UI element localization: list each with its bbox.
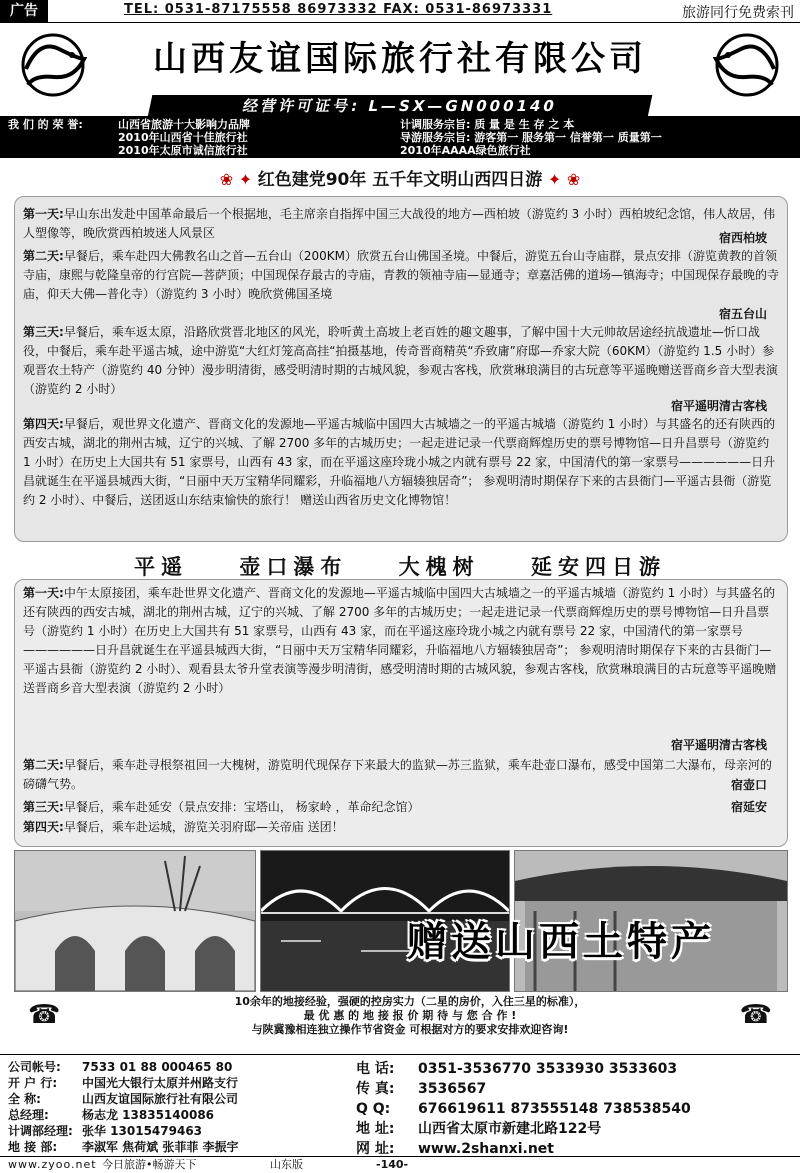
honor-item: 山西省旅游十大影响力品牌: [118, 118, 250, 131]
slogan-line: 与陕冀豫相连独立操作节省资金 可根据对方的要求安排欢迎咨询!: [251, 1023, 569, 1036]
tour2-day1-stay: 宿平遥明清古客栈: [670, 738, 767, 752]
contact-row: [356, 1059, 796, 1079]
tel-fax-line: TEL: 0531-87175558 86973332 FAX: 0531-86973331: [124, 2, 553, 17]
honor-item: 2010年太原市诚信旅行社: [118, 144, 248, 157]
tour2-title-part: 延安四日游: [530, 555, 666, 579]
contact-row: [8, 1123, 344, 1139]
footer: [0, 1156, 800, 1173]
honors-heading: [8, 118, 83, 131]
day-label: 第一天:: [23, 207, 64, 221]
website-link[interactable]: www.2shanxi.net: [418, 1141, 554, 1157]
contact-value: 李淑军 焦荷斌 张菲菲 李振宇: [82, 1140, 239, 1154]
contact-value: 张华 13015479463: [82, 1124, 203, 1138]
day-label: 第二天:: [23, 758, 64, 772]
tour2-day4: [23, 818, 779, 837]
contact-row: [8, 1075, 344, 1091]
day-label: 第三天:: [23, 325, 64, 339]
contact-key: 计调部经理:: [8, 1124, 73, 1138]
tour2-itinerary: [14, 579, 788, 847]
tour2-day2: [23, 756, 779, 794]
tour2-title-part: 大槐树: [398, 555, 480, 579]
day-text: 早餐后，乘车赴寻根祭祖回一大槐树，游览明代现保存下来最大的监狱—苏三监狱，乘车赴壶口瀑布，感受中国第二大瀑布，母亲河的磅礴气势。: [23, 758, 772, 791]
gift-banner: 赠送山西土特产: [407, 919, 715, 965]
header: [0, 23, 800, 116]
tour2-day2-stay: 宿壶口: [730, 778, 767, 792]
contact-value: 7533 01 88 000465 80: [82, 1060, 233, 1074]
day-label: 第一天:: [23, 586, 64, 600]
contact-value: 中国光大银行太原并州路支行: [82, 1076, 239, 1090]
tour1-day2-stay: 宿五台山: [718, 307, 767, 321]
tour1-title: [0, 165, 800, 190]
license-number: 经营许可证号: L—SX—GN000140: [148, 95, 653, 117]
honor-item: 2010年山西省十佳旅行社: [118, 131, 248, 144]
tour2-title: [0, 551, 800, 581]
tenet-item: 2010年AAAA绿色旅行社: [400, 144, 531, 157]
contact-section: [0, 1054, 800, 1157]
telephone-icon: ☎: [28, 1000, 61, 1030]
slogan-line: 10余年的地接经验，强硬的控房实力（二星的房价，入住三星的标准），: [234, 995, 586, 1008]
tour1-day2: [23, 247, 779, 304]
tenet-item: 计调服务宗旨: 质 量 是 生 存 之 本: [400, 118, 575, 131]
contact-key: 公司帐号:: [8, 1060, 61, 1074]
contact-key: 电 话:: [356, 1061, 395, 1077]
contact-row: [8, 1107, 344, 1123]
day-text: 早山东出发赴中国革命最后一个根据地，毛主席亲自指挥中国三大战役的地方—西柏坡（游览约 3 小时）西柏坡纪念馆，伟人故居，伟人塑像等，晚欣赏西柏坡迷人风景区: [23, 207, 776, 240]
office-info: [356, 1059, 796, 1159]
tour2-title-part: 壶口瀑布: [239, 555, 348, 579]
day-label: 第二天:: [23, 249, 64, 263]
flower-icon: ✦ ❀: [542, 170, 581, 189]
phone-numbers: 0351-3536770 3533930 3533603: [418, 1061, 678, 1077]
service-tenets: [400, 118, 662, 157]
contact-row: [8, 1091, 344, 1107]
day-text: 早餐后，观世界文化遗产、晋商文化的发源地—平遥古城临中国四大古城墙之一的平遥古城墙（游览约 1 小时）与其盛名的还有陕西的西安古城，湖北的荆州古城，辽宁的兴城、了解 2700 多年的古城历史；一起走进记录一代票商辉煌历史的票号博物馆—日升昌票号（游览约 1 小时）在历史上大国共有 51 家票号，山西有 43 家，而在平遥这座玲珑小城之内就有票号 22 家，中国清代的第一家票号——————日升昌就诞生在平遥县城西大街，“日丽中天万宝精华同耀彩，升临福地八方辐辏独居奇”； 参观明清时期保存下来的古县衙门—平遥古县衙（游览约 2 小时）、中餐后，送团返山东结束愉快的旅行！ 赠送山西省历史文化博物馆！: [23, 417, 776, 507]
tour1-day3-stay: 宿平遥明清古客栈: [670, 399, 767, 413]
contact-key: 地 接 部:: [8, 1140, 58, 1154]
address: 山西省太原市新建北路122号: [418, 1121, 602, 1137]
day-text: 早餐后，乘车赴延安（景点安排：宝塔山， 杨家岭 ，革命纪念馆）: [63, 800, 420, 814]
tour1-day4: [23, 415, 779, 510]
slogan: [60, 995, 760, 1037]
bank-info: [8, 1059, 344, 1155]
tour2-title-part: 平遥: [134, 555, 189, 579]
page-number: -140-: [376, 1158, 409, 1171]
footer-site-link[interactable]: www.zyoo.net: [8, 1158, 97, 1171]
contact-key: 总经理:: [8, 1108, 49, 1122]
day-text: 中午太原接团，乘车赴世界文化遗产、晋商文化的发源地—平遥古城临中国四大古城墙之一的平遥古城墙（游览约 1 小时）与其盛名的还有陕西的西安古城，湖北的荆州古城，辽宁的兴城、了解 2700 多年的古城历史；一起走进记录一代票商辉煌历史的票号博物馆—日升昌票号（游览约 1 小时）在历史上大国共有 51 家票号，山西有 43 家，而在平遥这座玲珑小城之内就有票号 22 家，中国清代的第一家票号——————日升昌就诞生在平遥县城西大街，“日丽中天万宝精华同耀彩，升临福地八方辐辏独居奇”； 参观明清时期保存下来的古县衙门—平遥古县衙（游览约 2 小时）、观看县太爷升堂表演等漫步明清街，感受明清时期的古城风貌，参观古客栈，欣赏琳琅满目的古玩意等平遥晚赠送晋商乡音大型表演（游览约 2 小时）: [23, 586, 777, 695]
cave-house-photo: [14, 850, 256, 992]
qq-numbers: 676619611 873555148 738538540: [418, 1101, 691, 1117]
flower-icon: ❀ ✦: [219, 170, 258, 189]
contact-row: [356, 1119, 796, 1139]
contact-key: 开 户 行:: [8, 1076, 58, 1090]
tour1-day3: [23, 323, 779, 399]
tenet-item: 导游服务宗旨: 游客第一 服务第一 信誉第一 质量第一: [400, 131, 662, 144]
tour1-title-text: 红色建党90年 五千年文明山西四日游: [257, 170, 543, 190]
tour1-day1: [23, 205, 779, 243]
honors-label: 我 们 的 荣 誉:: [8, 118, 83, 131]
contact-value: 山西友谊国际旅行社有限公司: [82, 1092, 239, 1106]
free-catalog-tag: 旅游同行免费索刊: [682, 5, 794, 21]
tour2-day3-stay: 宿延安: [730, 800, 767, 814]
honors-list: [118, 118, 250, 157]
company-name: 山西友谊国际旅行社有限公司: [153, 39, 647, 79]
footer-slogan: 今日旅游•畅游天下: [102, 1158, 197, 1171]
honors-band: [0, 116, 800, 158]
slogan-line: 最 优 惠 的 地 接 报 价 期 待 与 您 合 作 !: [303, 1009, 517, 1022]
tour2-day3: [23, 798, 779, 817]
contact-row: [356, 1079, 796, 1099]
tour2-day1: [23, 584, 779, 698]
day-label: 第三天:: [23, 800, 64, 814]
contact-key: 传 真:: [356, 1081, 395, 1097]
ad-tag: 广告: [0, 0, 48, 22]
contact-row: [8, 1139, 344, 1155]
telephone-icon: ☎: [739, 1000, 772, 1030]
day-text: 早餐后，乘车返太原，沿路欣赏晋北地区的风光，聆听黄土高坡上老百姓的趣文趣事，了解中国十大元帅故居途经抗战遗址—忻口战役，中餐后，乘车赴平遥古城，途中游览“大红灯笼高高挂“拍摄基地，传奇晋商精英“乔致庸”府邸—乔家大院（60KM）（游览约 1.5 小时）参观晋农土特产（游览约 40 分钟）漫步明清街，感受明清时期的古城风貌，参观古客栈，欣赏琳琅满目的古玩意等平遥晚赠送晋商乡音大型表演（游览约 2 小时）: [23, 325, 778, 396]
day-text: 早餐后，乘车赴四大佛教名山之首—五台山（200KM）欣赏五台山佛国圣境。中餐后，游览五台山寺庙群，景点安排（游览黄教的首领寺庙，康熙与乾隆皇帝的行宫院—菩萨顶；中国现保存最古的寺庙，青教的领袖寺庙—显通寺；章嘉活佛的道场—镇海寺；中国现保存最晚的寺庙，仰天大佛—普化寺）（游览约 3 小时）晚欣赏佛国圣境: [23, 249, 780, 301]
footer-edition: 山东版: [270, 1158, 303, 1171]
top-strip: [0, 0, 800, 23]
contact-key: 网 址:: [356, 1141, 395, 1157]
dragon-emblem-right-icon: [708, 29, 786, 101]
contact-value: 杨志龙 13835140086: [82, 1108, 215, 1122]
day-label: 第四天:: [23, 417, 64, 431]
contact-key: 地 址:: [356, 1121, 395, 1137]
tour1-day1-stay: 宿西柏坡: [718, 231, 767, 245]
day-label: 第四天:: [23, 820, 64, 834]
fax-number: 3536567: [418, 1081, 487, 1097]
contact-key: Q Q:: [356, 1101, 391, 1117]
tour1-itinerary: [14, 196, 788, 542]
day-text: 早餐后，乘车赴运城，游览关羽府邸—关帝庙 送团！: [63, 820, 344, 834]
contact-key: 全 称:: [8, 1092, 41, 1106]
contact-row: [8, 1059, 344, 1075]
contact-row: [356, 1099, 796, 1119]
